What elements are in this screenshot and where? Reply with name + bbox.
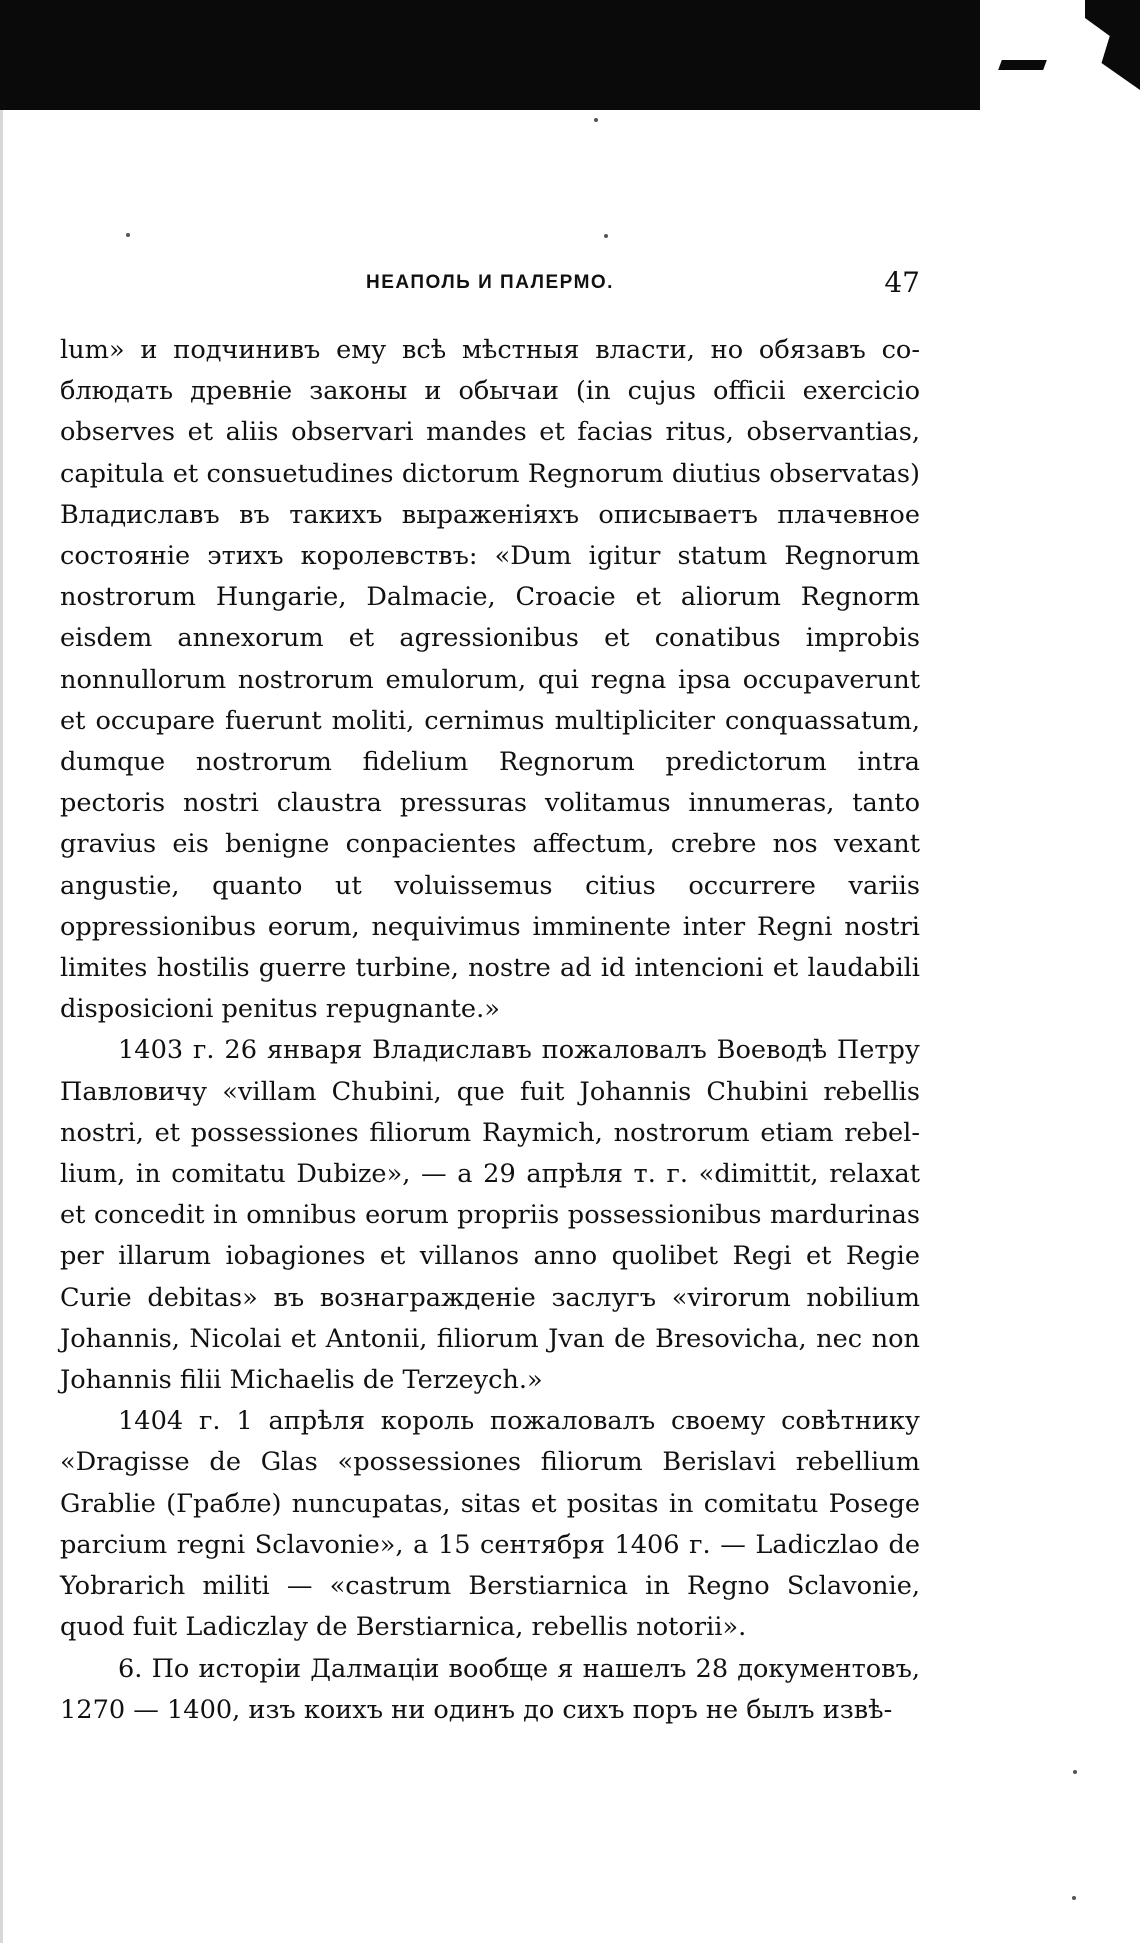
scan-speck (126, 233, 130, 237)
paragraph: 1403 г. 26 января Владиславъ пожаловалъ Воеводѣ Петру Павловичу «villam Chubini, que fuit Johannis Chubini rebellis nostri, et possessiones filiorum Raymich, nostrorum etiam rebellium, in comitatu Dubize», — а 29 апрѣля т. г. «dimittit, relaxat et concedit in omnibus eorum propriis possessionibus mardurinas per illarum iobagiones et villanos anno quolibet Regi et Regie Curie debitas» въ вознагражденіе заслугъ «virorum nobilium Johannis, Nicolai et Antonii, filiorum Jvan de Bresovicha, nec non Johannis filii Michaelis de Terzeych.» (60, 1035, 920, 1396)
body-text (60, 330, 920, 1731)
page-number: 47 (884, 266, 920, 299)
paragraph: 6. По исторіи Далмаціи вообще я нашелъ 28 документовъ, 1270 — 1400, изъ коихъ ни одинъ до сихъ поръ не былъ извѣ- (60, 1653, 920, 1725)
paragraph: lum» и подчинивъ ему всѣ мѣстныя власти, но обязавъ соблюдать древніе законы и обычаи (in cujus officii exercicio observes et aliis observari mandes et facias ritus, observantias, capitula et consuetudines dictorum Regnorum diutius observatas) Владиславъ въ такихъ выраженіяхъ описываетъ плачевное состояніе этихъ королевствъ: «Dum igitur statum Regnorum nostrorum Hungarie, Dalmacie, Croacie et aliorum Regnorm eisdem annexorum et agressionibus et conatibus improbis nonnullorum nostrorum emulorum, qui regna ipsa occupaverunt et occupare fuerunt moliti, cernimus multipliciter conquassatum, dumque nostrorum fidelium Regnorum predictorum intra pectoris nostri claustra pressuras volitamus innumeras, tanto gravius eis benigne conpacientes affectum, crebre nos vexant angustie, quanto ut voluissemus citius occurrere variis oppressionibus eorum, nequivimus imminente inter Regni nostri limites hostilis guerre turbine, nostre ad id intencioni et laudabili disposicioni penitus repugnante.» (60, 335, 920, 1025)
scan-top-dark-margin (0, 0, 1140, 110)
paragraph: 1404 г. 1 апрѣля король пожаловалъ своему совѣтнику «Dragisse de Glas «possessiones filiorum Berislavi rebellium Grablie (Грабле) nuncupatas, sitas et positas in comitatu Posege parcium regni Sclavonie», а 15 сентября 1406 г. — Ladiczlao de Yobrarich militi — «castrum Berstiarnica in Regno Sclavonie, quod fuit Ladiczlay de Berstiarnica, rebellis notorii». (60, 1406, 920, 1643)
scan-corner-stroke (998, 60, 1047, 70)
scan-speck (604, 234, 608, 238)
scan-speck (594, 118, 598, 122)
scan-speck (1072, 1896, 1076, 1900)
scan-left-edge (0, 110, 3, 1943)
page-header (60, 266, 920, 302)
scan-speck (1073, 1770, 1077, 1774)
running-head: НЕАПОЛЬ И ПАЛЕРМО. (366, 272, 614, 293)
